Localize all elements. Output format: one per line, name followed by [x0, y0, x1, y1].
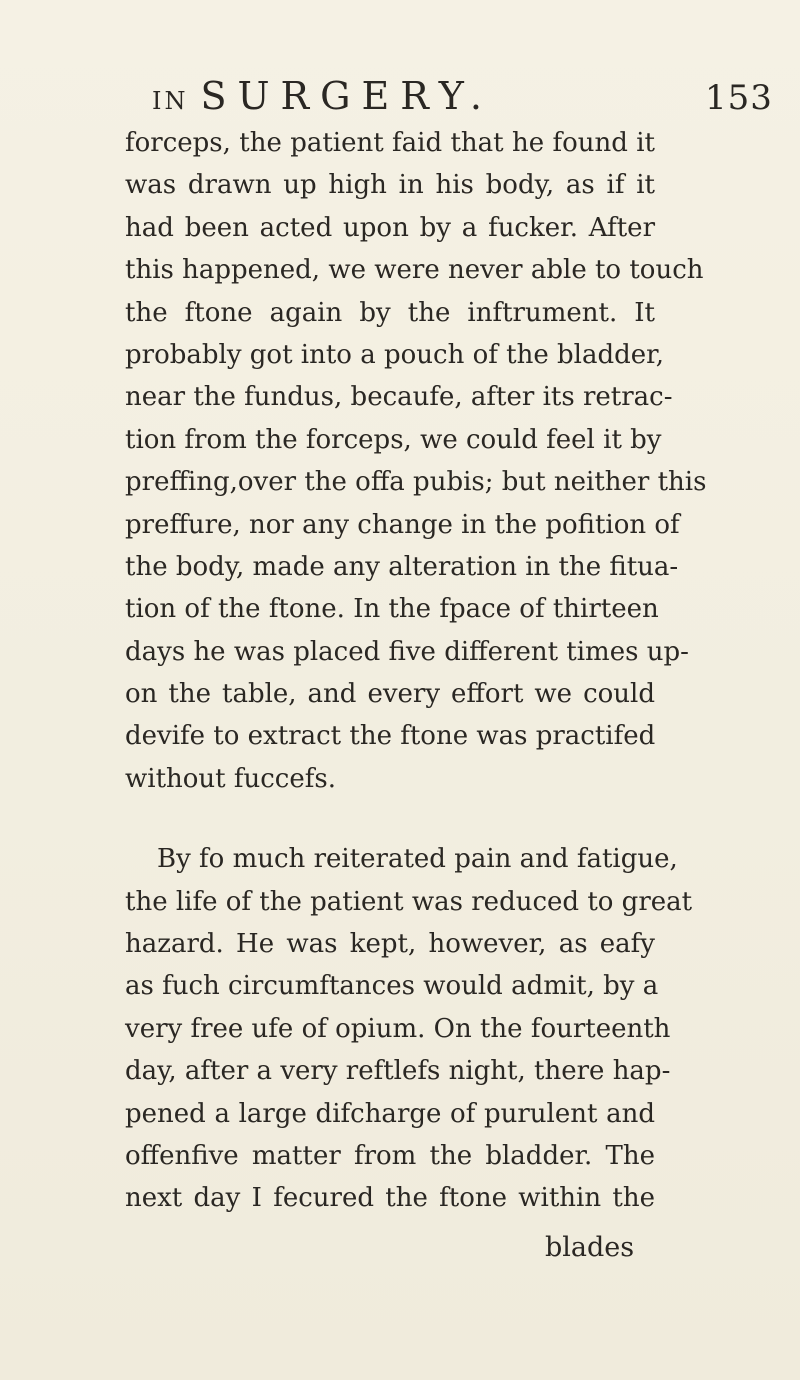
- text-line: without fuccefs.: [125, 763, 336, 794]
- text-line: day, after a very reftlefs night, there hap-: [125, 1056, 671, 1087]
- text-line: on the table, and every effort we could: [125, 679, 655, 710]
- text-line: very free ufe of opium. On the fourteenth: [125, 1013, 671, 1044]
- text-line: days he was placed five different times up-: [125, 636, 689, 667]
- running-title-main: SURGERY.: [200, 74, 493, 118]
- catchword: blades: [545, 1232, 635, 1263]
- paragraph-break: [125, 800, 655, 838]
- text-line: the life of the patient was reduced to great: [125, 886, 693, 917]
- text-line: pened a large difcharge of purulent and: [125, 1098, 655, 1129]
- body-text: [125, 122, 707, 1220]
- running-title: [152, 74, 493, 118]
- text-line: the ftone again by the inftrument. It: [125, 297, 655, 328]
- text-line: as fuch circumftances would admit, by a: [125, 971, 659, 1002]
- text-line: offenfive matter from the bladder. The: [125, 1140, 655, 1171]
- text-line: hazard. He was kept, however, as eafy: [125, 929, 655, 960]
- running-title-prefix: IN: [152, 87, 189, 115]
- text-line: had been acted upon by a fucker. After: [125, 212, 655, 243]
- page-number: 153: [705, 78, 773, 118]
- paragraph-2: [125, 838, 693, 1220]
- text-line: next day I fecured the ftone within the: [125, 1183, 655, 1214]
- text-line: tion from the forceps, we could feel it by: [125, 424, 662, 455]
- text-line: the body, made any alteration in the fitua-: [125, 551, 679, 582]
- running-head: [0, 74, 800, 124]
- text-line: probably got into a pouch of the bladder,: [125, 339, 664, 370]
- text-line: this happened, we were never able to touch: [125, 255, 704, 286]
- text-line: devife to extract the ftone was practifed: [125, 721, 656, 752]
- text-line: By fo much reiterated pain and fatigue,: [157, 844, 678, 875]
- text-line: forceps, the patient faid that he found it: [125, 128, 655, 158]
- text-line: preffure, nor any change in the pofition of: [125, 509, 680, 540]
- text-line: tion of the ftone. In the fpace of thirteen: [125, 594, 659, 625]
- text-line: near the fundus, becaufe, after its retrac-: [125, 382, 673, 413]
- paragraph-1: [125, 122, 707, 800]
- text-line: preffing,over the offa pubis; but neither this: [125, 467, 707, 498]
- text-line: was drawn up high in his body, as if it: [125, 170, 655, 201]
